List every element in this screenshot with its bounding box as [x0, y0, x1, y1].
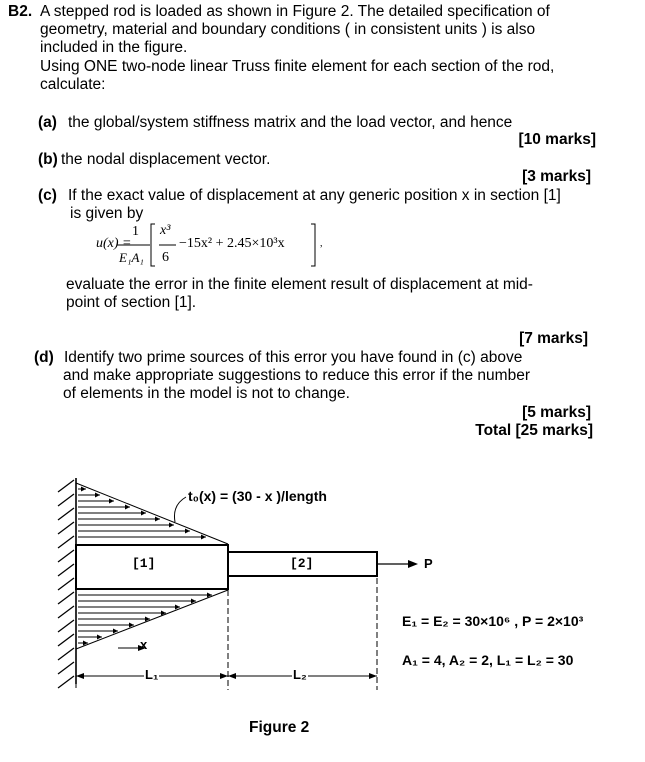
- intro-line-1: A stepped rod is loaded as shown in Figure 2. The detailed specification of: [40, 3, 550, 20]
- figure-caption: Figure 2: [249, 719, 310, 736]
- equation-brackets: [117, 224, 315, 266]
- part-c-after-2: point of section [1].: [66, 294, 197, 311]
- part-b-text: the nodal displacement vector.: [61, 151, 271, 168]
- equation-right-bracket: [311, 224, 315, 266]
- equation-left-bracket: [151, 224, 155, 266]
- section-2-label: [2]: [290, 556, 314, 571]
- x-axis-label: x: [140, 637, 148, 652]
- part-c-label: (c): [38, 187, 57, 204]
- equation-frac-den: E₁A₁: [119, 250, 144, 265]
- equation-lhs: u(x) =: [96, 236, 132, 251]
- equation-trail: ,: [320, 238, 323, 249]
- equation-rest: −15x² + 2.45×10³x: [179, 236, 285, 251]
- equation-inner-num: x³: [160, 223, 171, 238]
- part-a-label: (a): [38, 114, 57, 131]
- total-marks: Total [25 marks]: [475, 422, 593, 439]
- part-a-marks: [10 marks]: [518, 131, 596, 148]
- fixed-wall: [58, 478, 76, 688]
- equation-frac-num: 1: [132, 224, 139, 239]
- part-c-line-2: is given by: [70, 205, 144, 222]
- question-number: B2.: [8, 3, 33, 20]
- intro-line-3: included in the figure.: [40, 39, 188, 56]
- part-c-marks: [7 marks]: [519, 330, 588, 347]
- force-label: P: [424, 556, 433, 571]
- part-d-line-1: Identify two prime sources of this error you have found in (c) above: [64, 349, 523, 366]
- intro-line-5: calculate:: [40, 76, 106, 93]
- dim-l1-label: L₁: [145, 667, 159, 682]
- part-b-label: (b): [38, 151, 58, 168]
- dim-l2-label: L₂: [293, 667, 307, 682]
- part-d-label: (d): [34, 349, 54, 366]
- intro-line-4: Using ONE two-node linear Truss finite element for each section of the rod,: [40, 58, 555, 75]
- part-c-after-1: evaluate the error in the finite element result of displacement at mid-: [66, 276, 533, 293]
- equation-inner-den: 6: [162, 250, 169, 265]
- part-d-line-2: and make appropriate suggestions to reduce this error if the number: [63, 367, 530, 384]
- material-properties-line-2: A₁ = 4, A₂ = 2, L₁ = L₂ = 30: [402, 652, 574, 668]
- distributed-load-bottom: [76, 590, 228, 649]
- force-arrowhead: [408, 560, 418, 568]
- material-properties-line-1: E₁ = E₂ = 30×10⁶ , P = 2×10³: [402, 613, 584, 629]
- part-a-text: the global/system stiffness matrix and the load vector, and hence: [68, 114, 513, 131]
- section-1-label: [1]: [132, 556, 156, 571]
- load-label-leader: [174, 497, 186, 522]
- part-c-line-1: If the exact value of displacement at any generic position x in section [1]: [68, 187, 561, 204]
- load-function-label: t₀(x) = (30 - x )/length: [188, 488, 327, 504]
- part-b-marks: [3 marks]: [522, 168, 591, 185]
- part-d-line-3: of elements in the model is not to change.: [63, 385, 350, 402]
- intro-line-2: geometry, material and boundary conditions ( in consistent units ) is also: [40, 21, 536, 38]
- part-d-marks: [5 marks]: [522, 404, 591, 421]
